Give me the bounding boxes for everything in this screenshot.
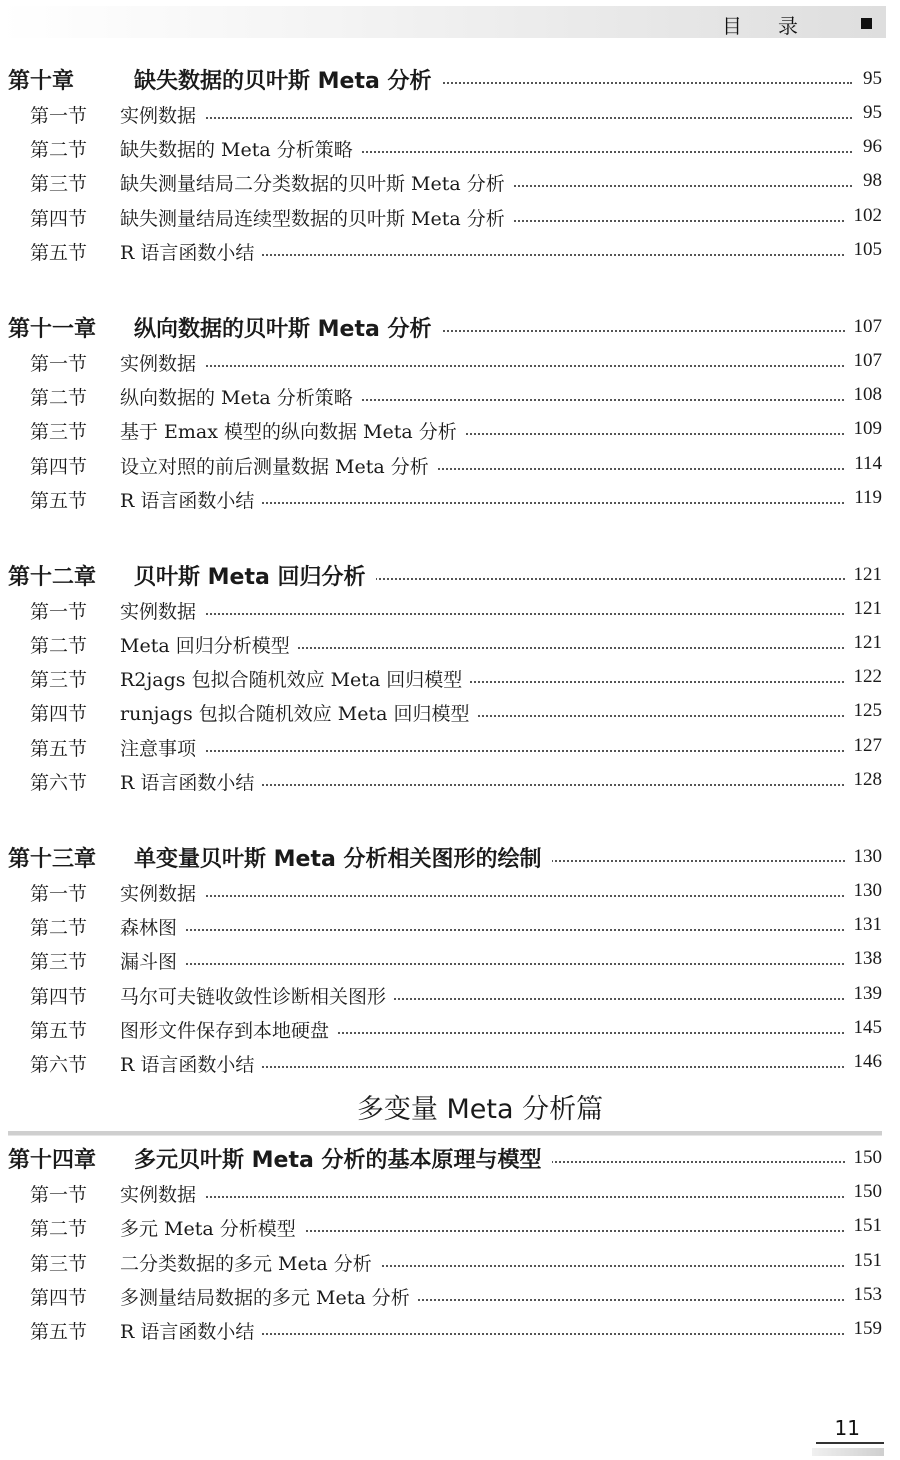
section-page: 105 bbox=[846, 239, 883, 261]
chapter-number: 第十二章 bbox=[8, 563, 97, 590]
toc-section[interactable] bbox=[30, 944, 882, 978]
section-number: 第三节 bbox=[30, 1249, 87, 1276]
section-title: runjags 包拟合随机效应 Meta 回归模型 bbox=[120, 699, 477, 726]
chapter-title: 多元贝叶斯 Meta 分析的基本原理与模型 bbox=[134, 1143, 552, 1174]
toc-section[interactable] bbox=[30, 1177, 882, 1211]
section-page: 131 bbox=[846, 914, 883, 936]
toc-section[interactable] bbox=[30, 765, 882, 799]
section-page: 98 bbox=[855, 170, 882, 192]
section-number: 第二节 bbox=[30, 1214, 87, 1241]
section-number: 第二节 bbox=[30, 913, 87, 940]
toc-section[interactable] bbox=[30, 201, 882, 235]
section-number: 第一节 bbox=[30, 597, 87, 624]
section-page: 96 bbox=[855, 136, 882, 158]
toc-section[interactable] bbox=[30, 628, 882, 662]
dot-leader bbox=[150, 613, 852, 615]
section-number: 第二节 bbox=[30, 135, 87, 162]
toc-section[interactable] bbox=[30, 662, 882, 696]
section-number: 第一节 bbox=[30, 1180, 87, 1207]
section-number: 第五节 bbox=[30, 1016, 87, 1043]
dot-leader bbox=[308, 578, 852, 580]
toc-section[interactable] bbox=[30, 876, 882, 910]
section-page: 151 bbox=[846, 1215, 883, 1237]
section-page: 159 bbox=[846, 1318, 883, 1340]
toc-section[interactable] bbox=[30, 1013, 882, 1047]
section-number: 第一节 bbox=[30, 879, 87, 906]
toc-section[interactable] bbox=[30, 594, 882, 628]
section-number: 第三节 bbox=[30, 417, 87, 444]
toc-chapter[interactable] bbox=[8, 558, 882, 594]
chapter-title: 缺失数据的贝叶斯 Meta 分析 bbox=[134, 64, 442, 95]
section-page: 119 bbox=[846, 487, 882, 509]
section-title: R 语言函数小结 bbox=[120, 238, 262, 265]
chapter-number: 第十章 bbox=[8, 68, 75, 94]
toc-section[interactable] bbox=[30, 1047, 882, 1081]
chapter-page: 107 bbox=[846, 316, 883, 338]
section-page: 130 bbox=[846, 880, 883, 902]
toc-section[interactable] bbox=[30, 696, 882, 730]
section-page: 127 bbox=[846, 735, 883, 757]
chapter-title: 纵向数据的贝叶斯 Meta 分析 bbox=[134, 312, 442, 343]
toc-section[interactable] bbox=[30, 346, 882, 380]
section-number: 第四节 bbox=[30, 452, 87, 479]
section-page: 102 bbox=[846, 205, 883, 227]
section-page: 128 bbox=[846, 769, 883, 791]
section-title: 注意事项 bbox=[120, 734, 204, 761]
section-title: R 语言函数小结 bbox=[120, 1317, 262, 1344]
section-title: 图形文件保存到本地硬盘 bbox=[120, 1016, 337, 1043]
section-page: 125 bbox=[846, 700, 883, 722]
header-square-mark bbox=[861, 18, 872, 29]
chapter-number: 第十四章 bbox=[8, 1147, 97, 1174]
section-page: 145 bbox=[846, 1017, 883, 1039]
section-page: 121 bbox=[846, 598, 883, 620]
section-title: 基于 Emax 模型的纵向数据 Meta 分析 bbox=[120, 417, 465, 444]
chapter-page: 150 bbox=[846, 1147, 883, 1169]
toc-section[interactable] bbox=[30, 910, 882, 944]
section-title: 实例数据 bbox=[120, 349, 204, 376]
section-title: 实例数据 bbox=[120, 597, 204, 624]
section-title: 漏斗图 bbox=[120, 947, 185, 974]
section-number: 第五节 bbox=[30, 734, 87, 761]
part-heading-rule bbox=[8, 1131, 882, 1136]
section-title: 缺失测量结局二分类数据的贝叶斯 Meta 分析 bbox=[120, 169, 513, 196]
section-title: R 语言函数小结 bbox=[120, 1050, 262, 1077]
dot-leader bbox=[150, 929, 852, 931]
chapter-title: 单变量贝叶斯 Meta 分析相关图形的绘制 bbox=[134, 842, 552, 873]
chapter-page: 95 bbox=[855, 68, 882, 90]
section-page: 122 bbox=[846, 666, 883, 688]
dot-leader bbox=[150, 750, 852, 752]
toc-section[interactable] bbox=[30, 1246, 882, 1280]
section-number: 第五节 bbox=[30, 1317, 87, 1344]
section-title: 实例数据 bbox=[120, 879, 204, 906]
dot-leader bbox=[150, 1196, 852, 1198]
chapter-page: 130 bbox=[846, 846, 883, 868]
section-title: 实例数据 bbox=[120, 1180, 204, 1207]
section-number: 第三节 bbox=[30, 665, 87, 692]
toc-section[interactable] bbox=[30, 132, 882, 166]
section-title: R 语言函数小结 bbox=[120, 486, 262, 513]
toc-chapter[interactable] bbox=[8, 840, 882, 876]
section-number: 第二节 bbox=[30, 383, 87, 410]
section-page: 138 bbox=[846, 948, 883, 970]
section-page: 107 bbox=[846, 350, 883, 372]
dot-leader bbox=[150, 963, 852, 965]
section-number: 第六节 bbox=[30, 1050, 87, 1077]
toc-section[interactable] bbox=[30, 1314, 882, 1348]
section-number: 第三节 bbox=[30, 947, 87, 974]
chapter-number: 第十三章 bbox=[8, 846, 97, 872]
section-number: 第一节 bbox=[30, 349, 87, 376]
running-header-title: 目录 bbox=[722, 14, 834, 38]
part-heading bbox=[8, 1081, 882, 1141]
section-title: 缺失数据的 Meta 分析策略 bbox=[120, 135, 361, 162]
toc-chapter[interactable] bbox=[8, 310, 882, 346]
section-title: 多元 Meta 分析模型 bbox=[120, 1214, 304, 1241]
running-header bbox=[0, 6, 886, 38]
section-title: Meta 回归分析模型 bbox=[120, 631, 298, 658]
footer-rule bbox=[816, 1442, 884, 1444]
section-number: 第二节 bbox=[30, 631, 87, 658]
section-title: 设立对照的前后测量数据 Meta 分析 bbox=[120, 452, 437, 479]
section-page: 95 bbox=[855, 102, 882, 124]
section-page: 109 bbox=[846, 418, 883, 440]
dot-leader bbox=[150, 365, 852, 367]
footer-band bbox=[812, 1448, 884, 1456]
table-of-contents bbox=[0, 62, 900, 1348]
toc-section[interactable] bbox=[30, 1280, 882, 1314]
toc-section[interactable] bbox=[30, 98, 882, 132]
section-title: 多测量结局数据的多元 Meta 分析 bbox=[120, 1283, 418, 1310]
toc-section[interactable] bbox=[30, 235, 882, 269]
section-page: 139 bbox=[846, 983, 883, 1005]
spacer bbox=[0, 517, 900, 558]
toc-section[interactable] bbox=[30, 414, 882, 448]
toc-section[interactable] bbox=[30, 449, 882, 483]
section-page: 108 bbox=[846, 384, 883, 406]
dot-leader bbox=[150, 895, 852, 897]
section-title: 纵向数据的 Meta 分析策略 bbox=[120, 383, 361, 410]
section-page: 146 bbox=[846, 1051, 883, 1073]
part-heading-text: 多变量 Meta 分析篇 bbox=[356, 1094, 604, 1126]
chapter-number: 第十一章 bbox=[8, 315, 97, 342]
toc-chapter[interactable] bbox=[8, 1141, 882, 1177]
section-page: 121 bbox=[846, 632, 883, 654]
toc-section[interactable] bbox=[30, 380, 882, 414]
toc-chapter[interactable] bbox=[8, 62, 882, 98]
section-number: 第五节 bbox=[30, 238, 87, 265]
section-number: 第四节 bbox=[30, 982, 87, 1009]
section-page: 150 bbox=[846, 1181, 883, 1203]
section-title: R2jags 包拟合随机效应 Meta 回归模型 bbox=[120, 665, 470, 692]
spacer bbox=[0, 269, 900, 310]
section-page: 114 bbox=[846, 453, 882, 475]
toc-section[interactable] bbox=[30, 483, 882, 517]
section-page: 151 bbox=[846, 1250, 883, 1272]
section-number: 第三节 bbox=[30, 169, 87, 196]
toc-section[interactable] bbox=[30, 166, 882, 200]
toc-section[interactable] bbox=[30, 979, 882, 1013]
chapter-page: 121 bbox=[846, 564, 883, 586]
section-title: 马尔可夫链收敛性诊断相关图形 bbox=[120, 982, 394, 1009]
spacer bbox=[0, 799, 900, 840]
toc-section[interactable] bbox=[30, 1211, 882, 1245]
section-number: 第四节 bbox=[30, 1283, 87, 1310]
section-number: 第四节 bbox=[30, 204, 87, 231]
section-title: 缺失测量结局连续型数据的贝叶斯 Meta 分析 bbox=[120, 204, 513, 231]
dot-leader bbox=[150, 117, 852, 119]
section-title: 二分类数据的多元 Meta 分析 bbox=[120, 1249, 380, 1276]
page-number: 11 bbox=[834, 1416, 860, 1440]
section-title: R 语言函数小结 bbox=[120, 768, 262, 795]
section-number: 第一节 bbox=[30, 101, 87, 128]
toc-section[interactable] bbox=[30, 731, 882, 765]
section-number: 第六节 bbox=[30, 768, 87, 795]
chapter-title: 贝叶斯 Meta 回归分析 bbox=[134, 560, 376, 591]
section-title: 森林图 bbox=[120, 913, 185, 940]
section-title: 实例数据 bbox=[120, 101, 204, 128]
section-number: 第五节 bbox=[30, 486, 87, 513]
section-page: 153 bbox=[846, 1284, 883, 1306]
section-number: 第四节 bbox=[30, 699, 87, 726]
